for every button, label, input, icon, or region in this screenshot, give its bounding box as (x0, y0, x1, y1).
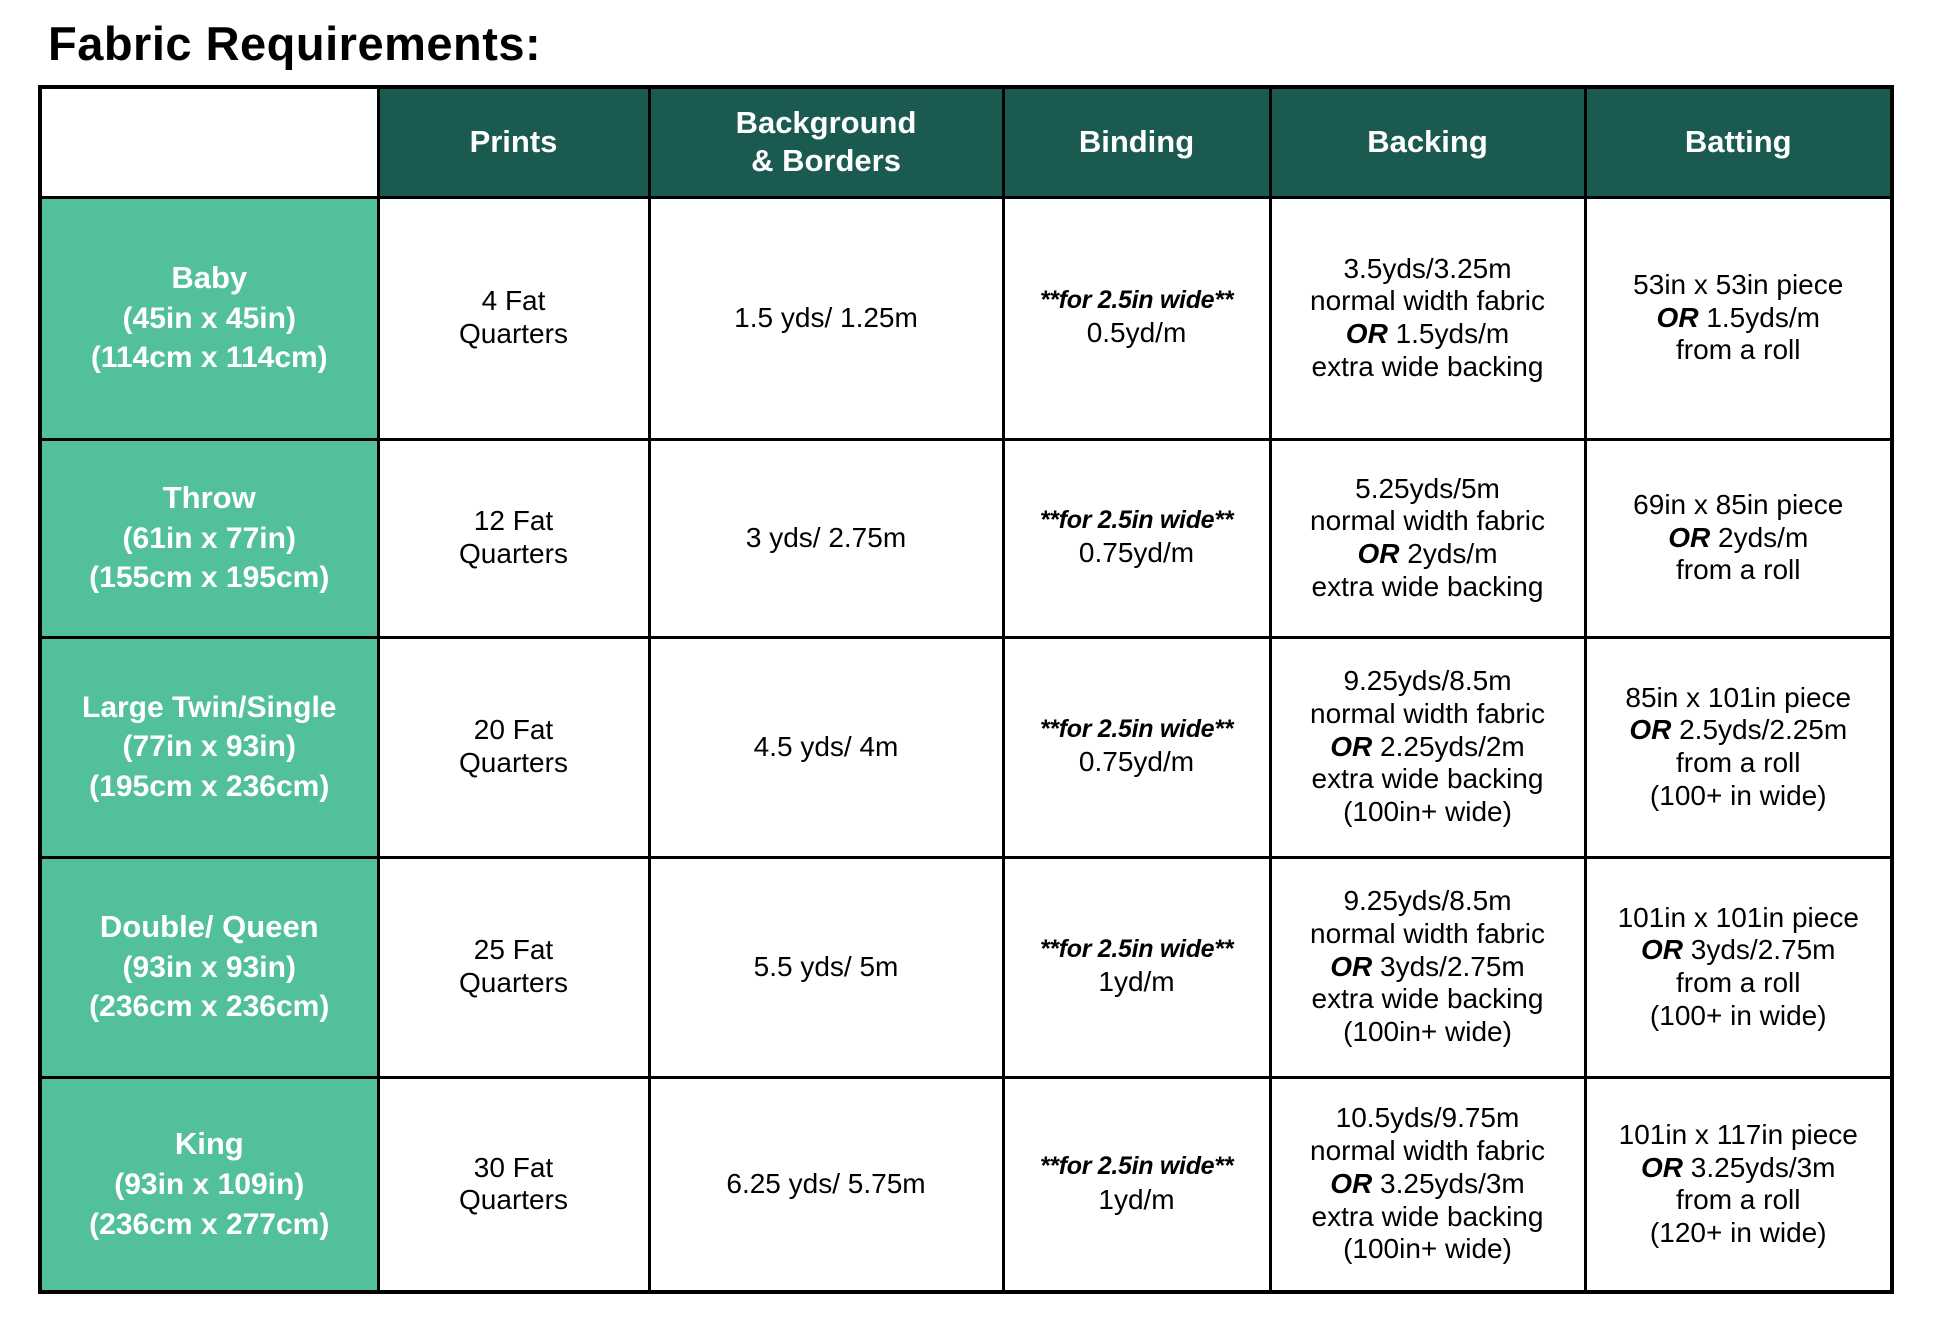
king-background-cell: 6.25 yds/ 5.75m (649, 1077, 1003, 1292)
binding-value: 1yd/m (1098, 1183, 1175, 1215)
size-name: Large Twin/Single (82, 690, 337, 724)
text-line: OR 2.25yds/2m (1330, 730, 1525, 762)
throw-backing-cell (1270, 439, 1585, 637)
text-line: 10.5yds/9.75m (1335, 1102, 1520, 1134)
text-line: OR 3yds/2.75m (1330, 950, 1525, 982)
text-line: (120+ in wide) (1649, 1217, 1827, 1248)
text-line: (100in+ wide) (1343, 1016, 1512, 1048)
size-name: King (174, 1126, 244, 1162)
double-queen-batting-cell (1585, 857, 1892, 1077)
baby-background-cell: 1.5 yds/ 1.25m (649, 197, 1003, 439)
text-line: Quarters (459, 967, 568, 998)
text-line: normal width fabric (1310, 917, 1545, 949)
size-inches: (93in x 109in) (114, 1168, 305, 1202)
text-line: 9.25yds/8.5m (1343, 665, 1512, 697)
text-line: from a roll (1676, 747, 1801, 778)
size-name: Throw (162, 479, 256, 515)
text-line: extra wide backing (1311, 763, 1544, 795)
text-line: 4 Fat (481, 285, 546, 317)
binding-note: **for 2.5in wide** (1039, 506, 1234, 534)
binding-value: 0.75yd/m (1078, 537, 1195, 569)
text-line: 53in x 53in piece (1633, 268, 1844, 300)
large-twin-binding-cell (1003, 637, 1270, 857)
throw-background-cell: 3 yds/ 2.75m (649, 439, 1003, 637)
large-twin-batting-cell (1585, 637, 1892, 857)
header-row (40, 87, 1892, 197)
text-line: 101in x 117in piece (1618, 1118, 1858, 1150)
text-line: normal width fabric (1310, 285, 1545, 317)
text-line: from a roll (1676, 967, 1801, 998)
throw-prints-cell (378, 439, 649, 637)
size-name: Double/ Queen (99, 908, 319, 944)
text-line: OR 3.25yds/3m (1640, 1151, 1836, 1183)
size-cm: (155cm x 195cm) (89, 561, 330, 595)
size-inches: (93in x 93in) (122, 950, 296, 984)
binding-note: **for 2.5in wide** (1039, 935, 1234, 963)
size-inches: (45in x 45in) (122, 301, 296, 335)
binding-value: 0.75yd/m (1078, 746, 1195, 778)
text-line: extra wide backing (1311, 1200, 1544, 1232)
size-cm: (236cm x 236cm) (89, 990, 330, 1024)
text-line: Background (735, 104, 917, 140)
row-header-double-queen (40, 857, 378, 1077)
baby-batting-cell (1585, 197, 1892, 439)
text-line: (100+ in wide) (1649, 779, 1827, 811)
header-batting: Batting (1585, 87, 1892, 197)
double-queen-binding-cell (1003, 857, 1270, 1077)
double-queen-backing-cell (1270, 857, 1585, 1077)
text-line: normal width fabric (1310, 505, 1545, 537)
double-queen-background-cell: 5.5 yds/ 5m (649, 857, 1003, 1077)
text-line: (100+ in wide) (1649, 999, 1827, 1031)
binding-note: **for 2.5in wide** (1039, 286, 1234, 314)
size-cm: (236cm x 277cm) (89, 1207, 330, 1241)
binding-note: **for 2.5in wide** (1039, 715, 1234, 743)
table-row-king (40, 1077, 1892, 1292)
large-twin-background-cell: 4.5 yds/ 4m (649, 637, 1003, 857)
binding-note: **for 2.5in wide** (1039, 1152, 1234, 1181)
row-header-king (40, 1077, 378, 1292)
binding-value: 1yd/m (1098, 966, 1175, 998)
large-twin-prints-cell (378, 637, 649, 857)
text-line: extra wide backing (1311, 570, 1544, 602)
size-cm: (114cm x 114cm) (90, 341, 328, 375)
size-inches: (77in x 93in) (122, 730, 296, 764)
throw-batting-cell (1585, 439, 1892, 637)
text-line: Quarters (459, 1184, 568, 1216)
row-header-baby (40, 197, 378, 439)
row-header-large-twin-single (40, 637, 378, 857)
text-line: 101in x 101in piece (1617, 901, 1859, 933)
throw-binding-cell (1003, 439, 1270, 637)
row-header-throw (40, 439, 378, 637)
size-inches: (61in x 77in) (122, 521, 296, 555)
table-row-large-twin-single (40, 637, 1892, 857)
header-background-borders (649, 87, 1003, 197)
text-line: OR 2yds/m (1668, 521, 1809, 553)
text-line: 9.25yds/8.5m (1343, 885, 1512, 917)
text-line: normal width fabric (1310, 697, 1545, 729)
text-line: & Borders (751, 143, 901, 179)
king-batting-cell (1585, 1077, 1892, 1292)
double-queen-prints-cell (378, 857, 649, 1077)
text-line: normal width fabric (1310, 1135, 1545, 1167)
text-line: Quarters (459, 538, 568, 569)
table-row-throw (40, 439, 1892, 637)
header-blank-cell (40, 87, 378, 197)
table-row-baby (40, 197, 1892, 439)
text-line: Quarters (459, 747, 568, 778)
size-name: Baby (171, 259, 248, 295)
text-line: from a roll (1676, 334, 1801, 366)
baby-binding-cell (1003, 197, 1270, 439)
text-line: OR 2yds/m (1357, 538, 1498, 569)
text-line: OR 1.5yds/m (1345, 318, 1510, 349)
text-line: from a roll (1676, 554, 1801, 586)
baby-prints-cell (378, 197, 649, 439)
binding-value: 0.5yd/m (1086, 317, 1187, 349)
text-line: 30 Fat (473, 1151, 554, 1183)
king-prints-cell (378, 1077, 649, 1292)
text-line: OR 2.5yds/2.25m (1629, 714, 1848, 746)
text-line: OR 1.5yds/m (1656, 301, 1820, 333)
text-line: 25 Fat (473, 934, 554, 966)
text-line: 12 Fat (473, 505, 554, 537)
table-row-double-queen (40, 857, 1892, 1077)
king-binding-cell (1003, 1077, 1270, 1292)
header-binding: Binding (1003, 87, 1270, 197)
text-line: OR 3.25yds/3m (1330, 1167, 1525, 1199)
text-line: 69in x 85in piece (1633, 488, 1844, 520)
text-line: 20 Fat (473, 714, 554, 746)
text-line: extra wide backing (1311, 983, 1544, 1015)
king-backing-cell (1270, 1077, 1585, 1292)
text-line: OR 3yds/2.75m (1640, 934, 1836, 966)
fabric-requirements-table (38, 85, 1894, 1294)
text-line: Quarters (459, 318, 568, 349)
baby-backing-cell (1270, 197, 1585, 439)
text-line: (100in+ wide) (1343, 796, 1512, 828)
text-line: (100in+ wide) (1343, 1233, 1512, 1265)
header-prints: Prints (378, 87, 649, 197)
text-line: extra wide backing (1311, 350, 1544, 382)
text-line: 85in x 101in piece (1625, 681, 1852, 713)
page-title: Fabric Requirements: (48, 17, 542, 70)
text-line: 5.25yds/5m (1355, 472, 1500, 504)
header-backing: Backing (1270, 87, 1585, 197)
text-line: from a roll (1676, 1184, 1801, 1216)
text-line: 3.5yds/3.25m (1343, 252, 1512, 284)
size-cm: (195cm x 236cm) (89, 769, 330, 803)
large-twin-backing-cell (1270, 637, 1585, 857)
